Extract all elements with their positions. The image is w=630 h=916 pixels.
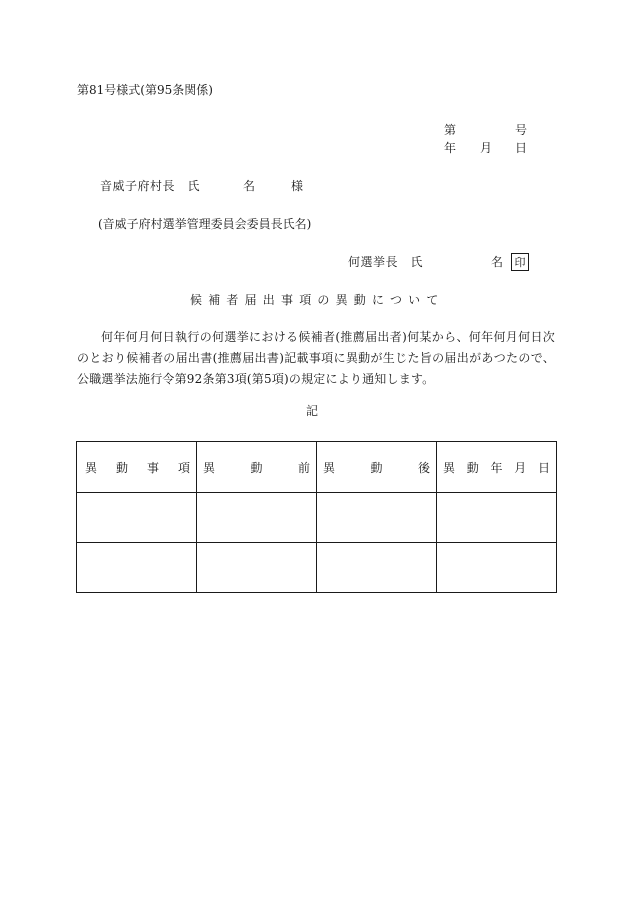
date-month-label: 月 [480,141,493,155]
changes-table [76,441,557,593]
header-cell-after-change [317,442,437,493]
addressee-name-label: 名 様 [243,179,316,193]
header-cell-change-item [77,442,197,493]
document-number-suffix: 号 [515,123,528,137]
sender-name-label: 名 [491,255,504,269]
header-char: 異 [203,460,216,475]
date-year-label: 年 [444,141,457,155]
document-number-label: 第 [444,123,457,137]
table-header-row [77,442,557,493]
date-day-label: 日 [515,141,528,155]
table-cell [197,493,317,543]
header-char: 異 [323,460,336,475]
header-char: 動 [370,460,383,475]
table-cell [317,493,437,543]
notice-body: 何年何月何日執行の何選挙における候補者(推薦届出者)何某から、何年何月何日次のとおり候補者の届出書(推薦届出書)記載事項に異動が生じた旨の届出があつたので、公職選挙法施行令第92条第3項(第5項)の規定により通知します。 [77,330,555,386]
addressee-title: 音威子府村長 氏 [100,179,201,193]
table-row [77,493,557,543]
table-cell [437,543,557,593]
record-label: 記 [306,404,319,418]
committee-chair-note: (音威子府村選挙管理委員会委員長氏名) [98,217,312,231]
header-char: 動 [115,460,128,475]
document-title: 候補者届出事項の異動について [190,293,445,307]
header-char: 後 [417,460,430,475]
table-cell [77,543,197,593]
header-char: 異 [443,460,456,475]
table-cell [77,493,197,543]
header-cell-before-change [197,442,317,493]
header-cell-change-date [437,442,557,493]
header-char: 動 [466,460,479,475]
header-char: 異 [85,460,98,475]
table-cell [437,493,557,543]
header-char: 項 [177,460,190,475]
sender-title: 何選挙長 氏 [348,255,424,269]
table-cell [197,543,317,593]
table-row [77,543,557,593]
header-char: 日 [537,460,550,475]
header-char: 前 [297,460,310,475]
header-char: 年 [490,460,503,475]
form-number: 第81号様式(第95条関係) [77,83,213,97]
seal-mark: 印 [511,253,529,271]
header-char: 動 [250,460,263,475]
table-cell [317,543,437,593]
header-char: 事 [146,460,159,475]
header-char: 月 [514,460,527,475]
